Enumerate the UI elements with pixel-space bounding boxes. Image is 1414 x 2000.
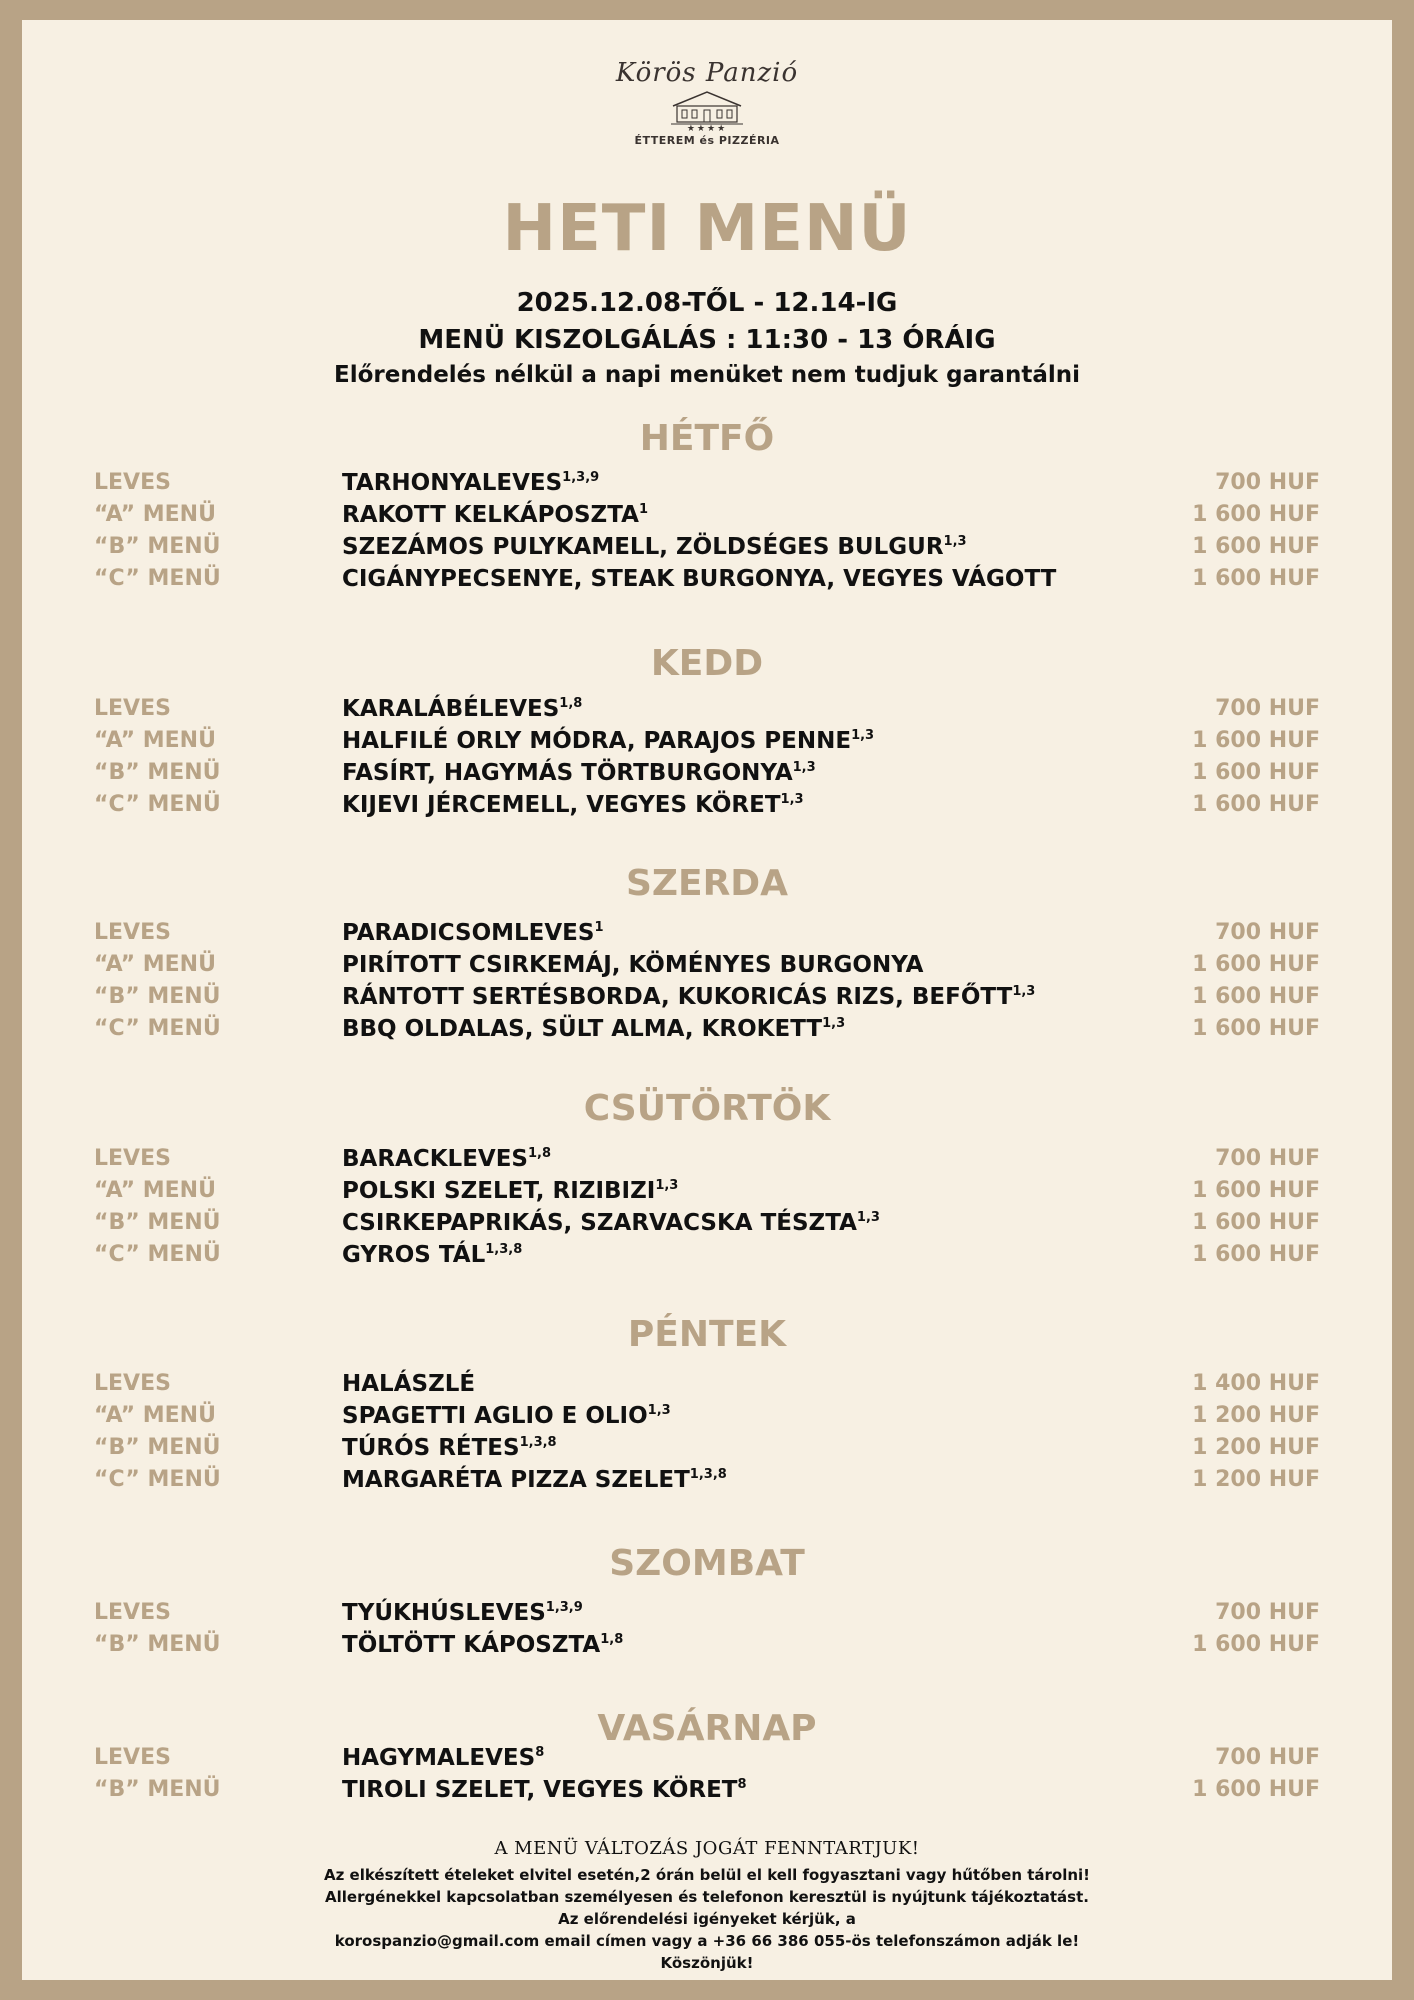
dish-name [342, 728, 874, 754]
allergen-codes: 1,3,8 [519, 1435, 557, 1450]
menu-label: “C” MENÜ [94, 1016, 221, 1041]
contact-note: korospanzio@gmail.com email címen vagy a +36 66 386 055-ös telefonszámon adják le! [334, 1932, 1080, 1950]
dish-text: TYÚKHÚSLEVES [342, 1600, 546, 1626]
menu-row [22, 566, 1392, 598]
menu-label: “B” MENÜ [94, 1632, 221, 1657]
allergen-codes: 1,8 [559, 696, 583, 711]
menu-price: 700 HUF [1215, 1745, 1320, 1770]
menu-row [22, 502, 1392, 534]
menu-label: “A” MENÜ [94, 502, 216, 527]
menu-row [22, 1600, 1392, 1632]
menu-price: 1 600 HUF [1192, 760, 1320, 785]
dish-name [342, 1371, 475, 1397]
menu-price: 1 200 HUF [1192, 1435, 1320, 1460]
menu-row [22, 1242, 1392, 1274]
allergen-codes: 1,3 [851, 728, 875, 743]
reserve-rights-note: A MENÜ VÁLTOZÁS JOGÁT FENNTARTJUK! [494, 1838, 920, 1859]
menu-price: 1 600 HUF [1192, 952, 1320, 977]
menu-row [22, 534, 1392, 566]
allergen-codes: 1,8 [600, 1632, 624, 1647]
dish-name [342, 792, 804, 818]
menu-label: “B” MENÜ [94, 984, 221, 1009]
allergen-codes: 1,3 [655, 1178, 679, 1193]
menu-label: “B” MENÜ [94, 534, 221, 559]
dish-name [342, 1632, 623, 1658]
dish-text: TIROLI SZELET, VEGYES KÖRET [342, 1777, 738, 1803]
dish-name [342, 1745, 544, 1771]
allergen-codes: 1,3,8 [485, 1242, 523, 1257]
dish-text: KARALÁBÉLEVES [342, 696, 560, 722]
menu-row [22, 1016, 1392, 1048]
menu-price: 1 600 HUF [1192, 984, 1320, 1009]
menu-row [22, 952, 1392, 984]
menu-row [22, 1210, 1392, 1242]
menu-label: LEVES [94, 1371, 171, 1396]
dish-name [342, 984, 1035, 1010]
menu-price: 700 HUF [1215, 1146, 1320, 1171]
menu-label: “C” MENÜ [94, 1467, 221, 1492]
dish-name [342, 696, 582, 722]
dish-name [342, 470, 599, 496]
day-heading: VASÁRNAP [597, 1708, 817, 1749]
menu-price: 1 600 HUF [1192, 728, 1320, 753]
dish-name [342, 1016, 845, 1042]
day-heading: SZOMBAT [609, 1543, 805, 1584]
dish-text: HALFILÉ ORLY MÓDRA, PARAJOS PENNE [342, 728, 852, 754]
dish-text: BARACKLEVES [342, 1146, 528, 1172]
preorder-note: Az előrendelési igényeket kérjük, a [558, 1910, 856, 1928]
allergen-codes: 8 [737, 1777, 747, 1792]
dish-name [342, 1403, 671, 1429]
menu-row [22, 760, 1392, 792]
dish-text: TÚRÓS RÉTES [342, 1435, 520, 1461]
dish-text: KIJEVI JÉRCEMELL, VEGYES KÖRET [342, 792, 781, 818]
menu-price: 700 HUF [1215, 696, 1320, 721]
dish-name [342, 920, 604, 946]
menu-row [22, 1371, 1392, 1403]
dish-name [342, 566, 1056, 592]
allergen-codes: 1,3 [943, 534, 967, 549]
dish-text: HAGYMALEVES [342, 1745, 536, 1771]
takeaway-note: Az elkészített ételeket elvitel esetén,2 órán belül el kell fogyasztani vagy hűtőben tárolni! [323, 1866, 1091, 1884]
thanks-note: Köszönjük! [660, 1954, 754, 1972]
menu-label: “B” MENÜ [94, 760, 221, 785]
service-time: MENÜ KISZOLGÁLÁS : 11:30 - 13 ÓRÁIG [418, 325, 996, 355]
dish-name [342, 1600, 583, 1626]
menu-price: 1 600 HUF [1192, 1178, 1320, 1203]
menu-label: LEVES [94, 696, 171, 721]
page-title: HETI MENÜ [502, 192, 912, 266]
logo-name: Körös Panzió [615, 58, 799, 88]
dish-text: TARHONYALEVES [342, 470, 563, 496]
menu-label: “B” MENÜ [94, 1777, 221, 1802]
menu-price: 700 HUF [1215, 1600, 1320, 1625]
menu-price: 1 600 HUF [1192, 566, 1320, 591]
menu-label: LEVES [94, 920, 171, 945]
menu-price: 1 600 HUF [1192, 502, 1320, 527]
menu-price: 1 600 HUF [1192, 1632, 1320, 1657]
menu-price: 700 HUF [1215, 470, 1320, 495]
menu-price: 1 400 HUF [1192, 1371, 1320, 1396]
allergen-codes: 1 [638, 502, 648, 517]
allergen-codes: 1,3,9 [545, 1600, 583, 1615]
dish-text: PIRÍTOTT CSIRKEMÁJ, KÖMÉNYES BURGONYA [342, 952, 924, 978]
menu-row [22, 728, 1392, 760]
dish-text: MARGARÉTA PIZZA SZELET [342, 1467, 690, 1493]
menu-label: “C” MENÜ [94, 1242, 221, 1267]
dish-name [342, 534, 967, 560]
preorder-notice: Előrendelés nélkül a napi menüket nem tudjuk garantálni [334, 362, 1080, 388]
dish-name [342, 1467, 727, 1493]
menu-row [22, 470, 1392, 502]
day-heading: SZERDA [625, 863, 789, 904]
dish-text: CSIRKEPAPRIKÁS, SZARVACSKA TÉSZTA [342, 1210, 857, 1236]
dish-text: GYROS TÁL [342, 1242, 486, 1268]
menu-row [22, 1178, 1392, 1210]
menu-label: LEVES [94, 1146, 171, 1171]
dish-name [342, 1435, 557, 1461]
day-heading: PÉNTEK [627, 1314, 787, 1355]
building-icon [667, 88, 747, 126]
allergen-codes: 1,3,8 [689, 1467, 727, 1482]
allergen-codes: 1,3 [1012, 984, 1036, 999]
menu-row [22, 1435, 1392, 1467]
menu-price: 1 600 HUF [1192, 1210, 1320, 1235]
day-heading: HÉTFŐ [639, 418, 775, 459]
menu-price: 1 200 HUF [1192, 1467, 1320, 1492]
dish-name [342, 1242, 522, 1268]
menu-row [22, 696, 1392, 728]
logo-stars: ★★★★ [686, 124, 728, 134]
date-range: 2025.12.08-TŐL - 12.14-IG [516, 288, 898, 318]
menu-row [22, 1777, 1392, 1809]
dish-name [342, 1146, 551, 1172]
menu-label: “A” MENÜ [94, 1403, 216, 1428]
menu-price: 700 HUF [1215, 920, 1320, 945]
dish-text: BBQ OLDALAS, SÜLT ALMA, KROKETT [342, 1016, 823, 1042]
menu-price: 1 600 HUF [1192, 1016, 1320, 1041]
dish-text: PARADICSOMLEVES [342, 920, 595, 946]
menu-label: “A” MENÜ [94, 728, 216, 753]
menu-label: LEVES [94, 1600, 171, 1625]
menu-row [22, 1403, 1392, 1435]
menu-page [22, 20, 1392, 1980]
allergen-codes: 1,8 [528, 1146, 552, 1161]
menu-label: “B” MENÜ [94, 1210, 221, 1235]
dish-text: POLSKI SZELET, RIZIBIZI [342, 1178, 656, 1204]
restaurant-logo [22, 58, 1392, 147]
menu-label: LEVES [94, 1745, 171, 1770]
menu-label: LEVES [94, 470, 171, 495]
allergen-codes: 1,3 [856, 1210, 880, 1225]
dish-text: TÖLTÖTT KÁPOSZTA [342, 1632, 601, 1658]
menu-price: 1 600 HUF [1192, 792, 1320, 817]
dish-text: CIGÁNYPECSENYE, STEAK BURGONYA, VEGYES VÁGOTT [342, 566, 1057, 592]
menu-price: 1 600 HUF [1192, 1777, 1320, 1802]
menu-price: 1 600 HUF [1192, 534, 1320, 559]
menu-price: 1 200 HUF [1192, 1403, 1320, 1428]
dish-text: FASÍRT, HAGYMÁS TÖRTBURGONYA [342, 760, 793, 786]
day-heading: KEDD [650, 643, 764, 684]
dish-name [342, 1777, 747, 1803]
dish-name [342, 952, 923, 978]
dish-name [342, 760, 816, 786]
menu-row [22, 1745, 1392, 1777]
day-heading: CSÜTÖRTÖK [583, 1088, 831, 1129]
dish-text: SPAGETTI AGLIO E OLIO [342, 1403, 648, 1429]
allergen-codes: 1,3 [647, 1403, 671, 1418]
menu-label: “B” MENÜ [94, 1435, 221, 1460]
allergen-codes: 1,3,9 [562, 470, 600, 485]
menu-label: “A” MENÜ [94, 952, 216, 977]
allergen-codes: 8 [535, 1745, 545, 1760]
menu-label: “A” MENÜ [94, 1178, 216, 1203]
dish-name [342, 1178, 678, 1204]
dish-text: HALÁSZLÉ [342, 1371, 476, 1397]
dish-name [342, 502, 648, 528]
menu-price: 1 600 HUF [1192, 1242, 1320, 1267]
dish-text: RAKOTT KELKÁPOSZTA [342, 502, 639, 528]
menu-label: “C” MENÜ [94, 792, 221, 817]
menu-row [22, 1632, 1392, 1664]
menu-row [22, 1146, 1392, 1178]
allergen-codes: 1,3 [792, 760, 816, 775]
allergen-codes: 1,3 [822, 1016, 846, 1031]
menu-label: “C” MENÜ [94, 566, 221, 591]
dish-text: RÁNTOTT SERTÉSBORDA, KUKORICÁS RIZS, BEFŐTT [342, 984, 1013, 1010]
allergen-codes: 1,3 [780, 792, 804, 807]
dish-text: SZEZÁMOS PULYKAMELL, ZÖLDSÉGES BULGUR [342, 534, 944, 560]
menu-row [22, 792, 1392, 824]
menu-row [22, 984, 1392, 1016]
allergen-note: Allergénekkel kapcsolatban személyesen és telefonon keresztül is nyújtunk tájékoztatást. [325, 1888, 1089, 1906]
menu-row [22, 1467, 1392, 1499]
menu-row [22, 920, 1392, 952]
allergen-codes: 1 [594, 920, 604, 935]
logo-subtitle: ÉTTEREM és PIZZÉRIA [634, 134, 780, 147]
dish-name [342, 1210, 880, 1236]
